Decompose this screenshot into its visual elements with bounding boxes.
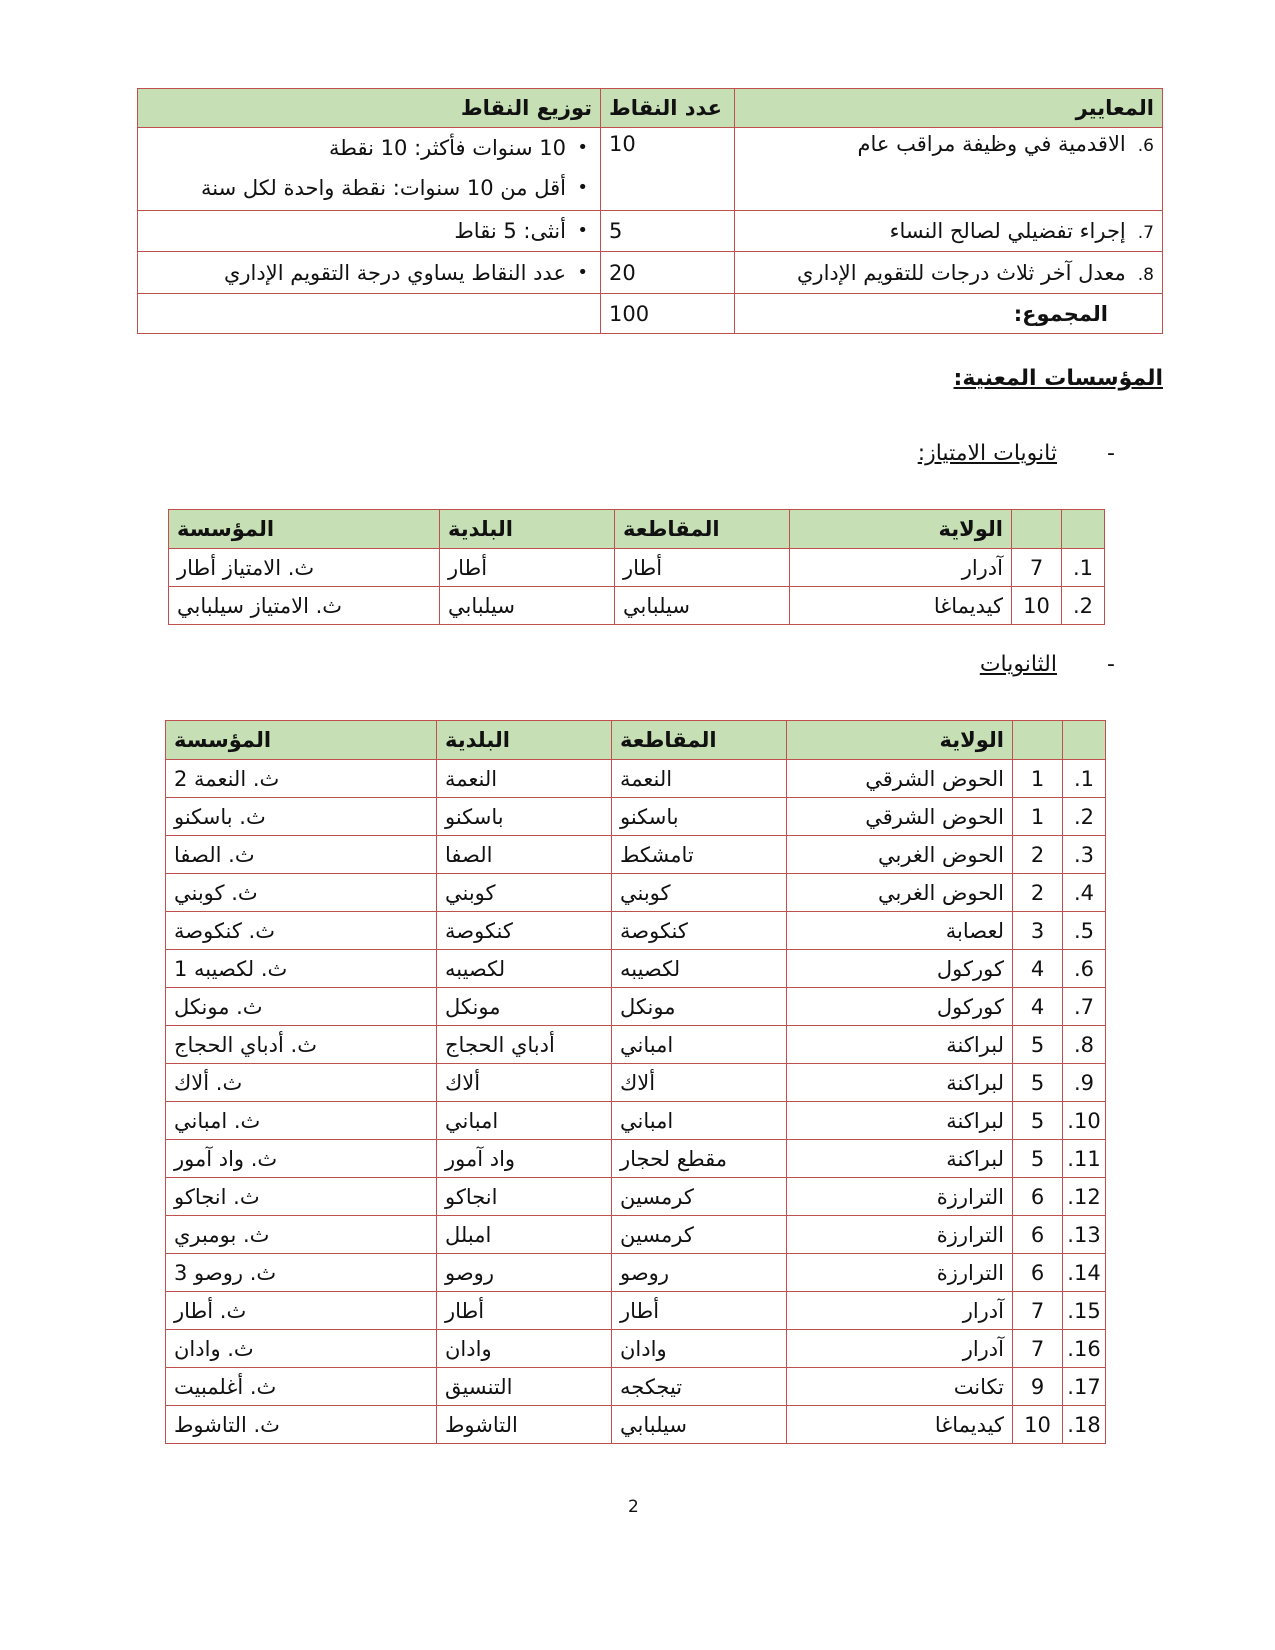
distribution-cell: [138, 252, 601, 294]
wilaya-cell: لبراكنة: [787, 1102, 1013, 1140]
row-index: 17.: [1063, 1368, 1106, 1406]
wilaya-code: 7: [1012, 549, 1062, 587]
institution-cell: ث. الامتياز أطار: [169, 549, 440, 587]
criterion-cell: [735, 252, 1163, 294]
distribution-cell: [138, 211, 601, 252]
criteria-total-row: [138, 294, 1163, 334]
table-row: [166, 1026, 1106, 1064]
table-row: [166, 1254, 1106, 1292]
secondary-table: [165, 720, 1106, 1444]
wilaya-cell: لبراكنة: [787, 1064, 1013, 1102]
wilaya-cell: الترارزة: [787, 1178, 1013, 1216]
table-row: [169, 549, 1105, 587]
secondary-header-row: [166, 721, 1106, 760]
wilaya-code: 6: [1013, 1178, 1063, 1216]
total-label: المجموع:: [1013, 301, 1108, 326]
header-code: [1013, 721, 1063, 760]
institution-cell: ث. انجاكو: [166, 1178, 437, 1216]
page-number: 2: [628, 1497, 639, 1517]
criterion-text: إجراء تفضيلي لصالح النساء: [889, 219, 1126, 243]
row-index: 14.: [1063, 1254, 1106, 1292]
wilaya-code: 5: [1013, 1102, 1063, 1140]
commune-cell: لكصيبه: [437, 950, 612, 988]
commune-cell: انجاكو: [437, 1178, 612, 1216]
wilaya-code: 6: [1013, 1216, 1063, 1254]
wilaya-cell: آدرار: [787, 1330, 1013, 1368]
moughataa-cell: روصو: [612, 1254, 787, 1292]
institution-cell: ث. الصفا: [166, 836, 437, 874]
institution-cell: ث. النعمة 2: [166, 760, 437, 798]
wilaya-code: 5: [1013, 1140, 1063, 1178]
wilaya-code: 10: [1013, 1406, 1063, 1444]
row-index: 10.: [1063, 1102, 1106, 1140]
criterion-cell: [735, 128, 1163, 211]
header-criteria: المعايير: [735, 89, 1163, 128]
row-index: 2.: [1063, 798, 1106, 836]
table-row: [166, 874, 1106, 912]
institution-cell: ث. أدباي الحجاج: [166, 1026, 437, 1064]
moughataa-cell: كوبني: [612, 874, 787, 912]
criteria-row: [138, 252, 1163, 294]
header-distribution: توزيع النقاط: [138, 89, 601, 128]
wilaya-cell: آدرار: [787, 1292, 1013, 1330]
institution-cell: ث. كوبني: [166, 874, 437, 912]
table-row: [166, 950, 1106, 988]
header-institution: المؤسسة: [166, 721, 437, 760]
wilaya-cell: الحوض الغربي: [787, 836, 1013, 874]
wilaya-code: 10: [1012, 587, 1062, 625]
header-index: [1062, 510, 1105, 549]
criterion-number: 8.: [1137, 264, 1154, 285]
commune-cell: امباني: [437, 1102, 612, 1140]
institution-cell: ث. الامتياز سيلبابي: [169, 587, 440, 625]
criteria-table: [137, 88, 1163, 334]
wilaya-code: 2: [1013, 836, 1063, 874]
criterion-number: 6.: [1137, 136, 1154, 156]
header-points: عدد النقاط: [601, 89, 735, 128]
table-row: [166, 988, 1106, 1026]
wilaya-cell: كيديماغا: [790, 587, 1012, 625]
wilaya-cell: الحوض الشرقي: [787, 798, 1013, 836]
institution-cell: ث. أغلمبيت: [166, 1368, 437, 1406]
table-row: [166, 1064, 1106, 1102]
table-row: [166, 1140, 1106, 1178]
header-wilaya: الولاية: [787, 721, 1013, 760]
commune-cell: مونكل: [437, 988, 612, 1026]
header-code: [1012, 510, 1062, 549]
criteria-header-row: [138, 89, 1163, 128]
excellence-title: ثانويات الامتياز:: [917, 441, 1057, 466]
table-row: [166, 1368, 1106, 1406]
moughataa-cell: أطار: [612, 1292, 787, 1330]
institutions-heading: المؤسسات المعنية:: [953, 366, 1163, 391]
wilaya-code: 4: [1013, 988, 1063, 1026]
commune-cell: التاشوط: [437, 1406, 612, 1444]
header-wilaya: الولاية: [790, 510, 1012, 549]
points-cell: 20: [601, 252, 735, 294]
wilaya-cell: الحوض الشرقي: [787, 760, 1013, 798]
header-commune: البلدية: [437, 721, 612, 760]
row-index: 11.: [1063, 1140, 1106, 1178]
wilaya-cell: الترارزة: [787, 1216, 1013, 1254]
table-row: [166, 760, 1106, 798]
row-index: 1.: [1063, 760, 1106, 798]
moughataa-cell: النعمة: [612, 760, 787, 798]
distribution-cell: [138, 128, 601, 211]
excellence-table: [168, 509, 1105, 625]
moughataa-cell: كرمسين: [612, 1178, 787, 1216]
wilaya-cell: كوركول: [787, 950, 1013, 988]
wilaya-cell: الترارزة: [787, 1254, 1013, 1292]
header-index: [1063, 721, 1106, 760]
commune-cell: ألاك: [437, 1064, 612, 1102]
moughataa-cell: مقطع لحجار: [612, 1140, 787, 1178]
list-dash: -: [1107, 652, 1115, 677]
criterion-cell: [735, 211, 1163, 252]
commune-cell: واد آمور: [437, 1140, 612, 1178]
row-index: 12.: [1063, 1178, 1106, 1216]
wilaya-code: 7: [1013, 1292, 1063, 1330]
moughataa-cell: لكصيبه: [612, 950, 787, 988]
row-index: 4.: [1063, 874, 1106, 912]
secondary-title: الثانويات: [979, 652, 1057, 677]
moughataa-cell: ألاك: [612, 1064, 787, 1102]
header-moughataa: المقاطعة: [612, 721, 787, 760]
moughataa-cell: مونكل: [612, 988, 787, 1026]
moughataa-cell: كنكوصة: [612, 912, 787, 950]
commune-cell: كنكوصة: [437, 912, 612, 950]
total-cell: [735, 294, 1163, 334]
wilaya-cell: لبراكنة: [787, 1026, 1013, 1064]
row-index: 15.: [1063, 1292, 1106, 1330]
table-row: [166, 1292, 1106, 1330]
wilaya-cell: آدرار: [790, 549, 1012, 587]
institution-cell: ث. أطار: [166, 1292, 437, 1330]
row-index: 5.: [1063, 912, 1106, 950]
table-row: [166, 1406, 1106, 1444]
table-row: [169, 587, 1105, 625]
wilaya-cell: تكانت: [787, 1368, 1013, 1406]
commune-cell: باسكنو: [437, 798, 612, 836]
institution-cell: ث. واد آمور: [166, 1140, 437, 1178]
commune-cell: الصفا: [437, 836, 612, 874]
distribution-item: • 10 سنوات فأكثر: 10 نقطة: [146, 128, 592, 168]
criteria-row: [138, 128, 1163, 211]
wilaya-cell: لعصابة: [787, 912, 1013, 950]
table-row: [166, 1102, 1106, 1140]
institution-cell: ث. ألاك: [166, 1064, 437, 1102]
moughataa-cell: امباني: [612, 1026, 787, 1064]
row-index: 8.: [1063, 1026, 1106, 1064]
moughataa-cell: باسكنو: [612, 798, 787, 836]
wilaya-code: 5: [1013, 1026, 1063, 1064]
moughataa-cell: كرمسين: [612, 1216, 787, 1254]
criterion-text: معدل آخر ثلاث درجات للتقويم الإداري: [796, 260, 1126, 285]
criteria-row: [138, 211, 1163, 252]
row-index: 9.: [1063, 1064, 1106, 1102]
commune-cell: أطار: [440, 549, 615, 587]
institution-cell: ث. لكصيبه 1: [166, 950, 437, 988]
total-empty-cell: [138, 294, 601, 334]
list-dash: -: [1107, 441, 1115, 466]
excellence-header-row: [169, 510, 1105, 549]
wilaya-cell: لبراكنة: [787, 1140, 1013, 1178]
institution-cell: ث. باسكنو: [166, 798, 437, 836]
row-index: 1.: [1062, 549, 1105, 587]
wilaya-code: 6: [1013, 1254, 1063, 1292]
wilaya-cell: كوركول: [787, 988, 1013, 1026]
table-row: [166, 798, 1106, 836]
wilaya-code: 4: [1013, 950, 1063, 988]
distribution-item: • عدد النقاط يساوي درجة التقويم الإداري: [146, 253, 592, 293]
header-commune: البلدية: [440, 510, 615, 549]
wilaya-cell: كيديماغا: [787, 1406, 1013, 1444]
excellence-table-body: [169, 549, 1105, 625]
commune-cell: كوبني: [437, 874, 612, 912]
total-points: 100: [601, 294, 735, 334]
row-index: 2.: [1062, 587, 1105, 625]
institution-cell: ث. كنكوصة: [166, 912, 437, 950]
row-index: 16.: [1063, 1330, 1106, 1368]
moughataa-cell: أطار: [615, 549, 790, 587]
moughataa-cell: وادان: [612, 1330, 787, 1368]
secondary-table-body: [166, 760, 1106, 1444]
points-cell: 5: [601, 211, 735, 252]
commune-cell: النعمة: [437, 760, 612, 798]
excellence-heading: [917, 441, 1115, 466]
wilaya-code: 1: [1013, 760, 1063, 798]
commune-cell: روصو: [437, 1254, 612, 1292]
row-index: 18.: [1063, 1406, 1106, 1444]
row-index: 13.: [1063, 1216, 1106, 1254]
commune-cell: أدباي الحجاج: [437, 1026, 612, 1064]
commune-cell: امبلل: [437, 1216, 612, 1254]
secondary-heading: [979, 652, 1115, 677]
institution-cell: ث. بومبري: [166, 1216, 437, 1254]
institution-cell: ث. التاشوط: [166, 1406, 437, 1444]
moughataa-cell: تامشكط: [612, 836, 787, 874]
commune-cell: سيلبابي: [440, 587, 615, 625]
points-cell: 10: [601, 128, 735, 211]
commune-cell: وادان: [437, 1330, 612, 1368]
table-row: [166, 1178, 1106, 1216]
commune-cell: أطار: [437, 1292, 612, 1330]
wilaya-code: 2: [1013, 874, 1063, 912]
header-moughataa: المقاطعة: [615, 510, 790, 549]
row-index: 6.: [1063, 950, 1106, 988]
wilaya-code: 3: [1013, 912, 1063, 950]
moughataa-cell: امباني: [612, 1102, 787, 1140]
table-row: [166, 1330, 1106, 1368]
row-index: 7.: [1063, 988, 1106, 1026]
table-row: [166, 1216, 1106, 1254]
distribution-item: • أقل من 10 سنوات: نقطة واحدة لكل سنة: [146, 168, 592, 208]
moughataa-cell: سيلبابي: [615, 587, 790, 625]
institution-cell: ث. وادان: [166, 1330, 437, 1368]
header-institution: المؤسسة: [169, 510, 440, 549]
wilaya-code: 9: [1013, 1368, 1063, 1406]
institution-cell: ث. مونكل: [166, 988, 437, 1026]
moughataa-cell: تيجكجه: [612, 1368, 787, 1406]
institution-cell: ث. روصو 3: [166, 1254, 437, 1292]
wilaya-cell: الحوض الغربي: [787, 874, 1013, 912]
moughataa-cell: سيلبابي: [612, 1406, 787, 1444]
wilaya-code: 1: [1013, 798, 1063, 836]
criterion-number: 7.: [1137, 223, 1154, 243]
wilaya-code: 5: [1013, 1064, 1063, 1102]
distribution-item: • أنثى: 5 نقاط: [146, 211, 592, 251]
table-row: [166, 912, 1106, 950]
wilaya-code: 7: [1013, 1330, 1063, 1368]
row-index: 3.: [1063, 836, 1106, 874]
commune-cell: التنسيق: [437, 1368, 612, 1406]
institution-cell: ث. امباني: [166, 1102, 437, 1140]
criterion-text: الاقدمية في وظيفة مراقب عام: [857, 132, 1126, 156]
table-row: [166, 836, 1106, 874]
